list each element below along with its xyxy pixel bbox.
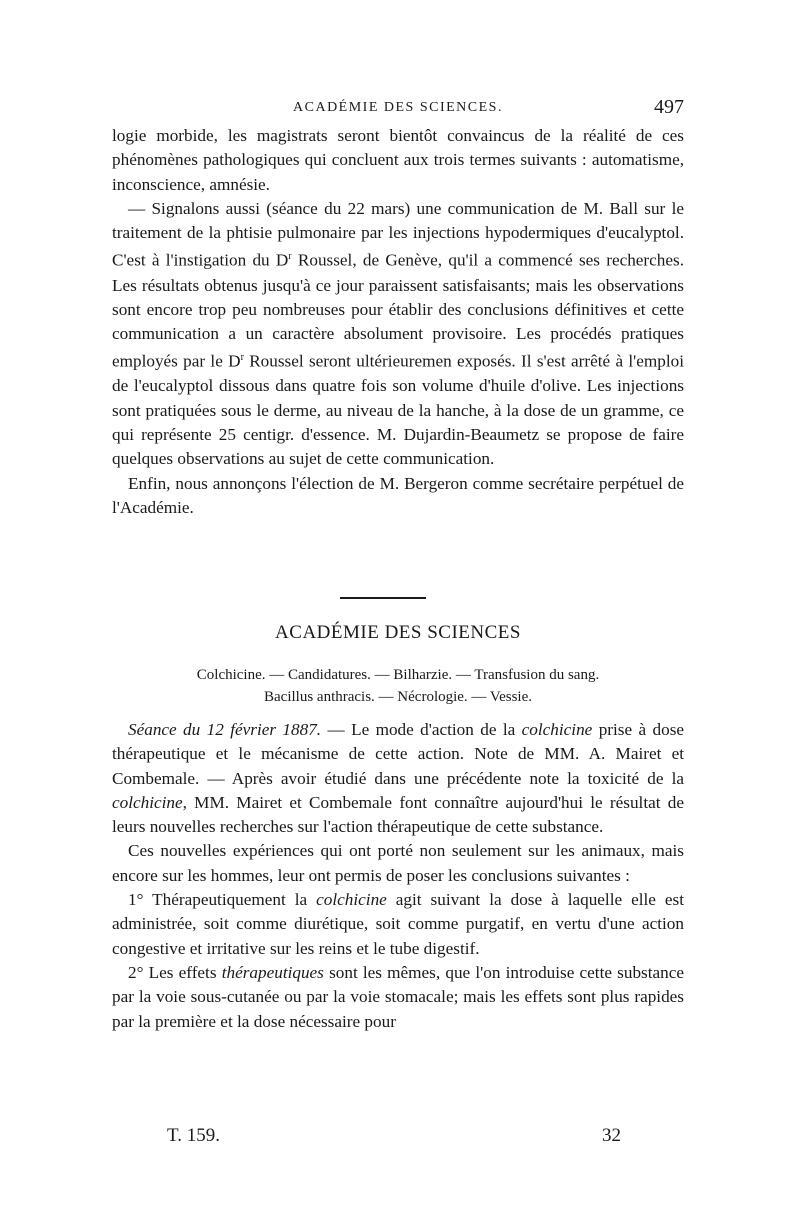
- page-number: 497: [654, 96, 684, 118]
- section-title: ACADÉMIE DES SCIENCES: [275, 622, 521, 643]
- running-title: ACADÉMIE DES SCIENCES.: [293, 100, 503, 115]
- section-divider: [340, 597, 426, 599]
- paragraph-election: Enfin, nous annonçons l'élection de M. Bergeron comme secrétaire perpétuel de l'Académie.: [112, 473, 684, 517]
- bottom-text-block: [112, 718, 684, 1034]
- superscript: r: [240, 352, 244, 364]
- paragraph-ball-communication: — Signalons aussi (séance du 22 mars) une communication de M. Ball sur le traitement de la phtisie pulmonaire par les injections hypodermiques d'eucalyptol. C'est à l'instigation du $D^r$ Roussel, de Genève, qu'il a commencé ses recherches. Les résultats obtenus jusqu'à ce jour paraissent satisfaisants; mais les observations sont encore trop peu nombreuses pour établir des conclusions définitives et cette communication a un caractère absolument provisoire. Les procédés pratiques employés par le $D^r$ Roussel seront ultérieuremen exposés. Il s'est arrêté à l'emploi de l'eucalyptol dissous dans quatre fois son volume d'huile d'olive. Les injections sont pratiquées sous le derme, au niveau de la hanche, à la dose de un gramme, ce qui représente 25 centigr. d'essence. M. Dujardin-Beaumetz se propose de faire quelques observations au sujet de cette communication.: [112, 198, 684, 469]
- page-header: [112, 96, 684, 120]
- paragraph-seance: Séance du 12 février 1887. — Le mode d'action de la colchicine prise à dose thérapeutique et le mécanisme de cette action. Note de MM. A. Mairet et Combemale. — Après avoir étudié dans une précédente note la toxicité de la colchicine, MM. Mairet et Combemale font connaître aujourd'hui le résultat de leurs nouvelles recherches sur l'action thérapeutique de cette substance.: [112, 720, 685, 837]
- paragraph-continuation: logie morbide, les magistrats seront bientôt convaincus de la réalité de ces phénomènes pathologiques qui concluent aux trois termes suivants : automatisme, inconscience, amnésie.: [112, 126, 684, 194]
- page-footer: [112, 1125, 684, 1153]
- superscript: r: [288, 251, 292, 263]
- top-text-block: [112, 124, 684, 520]
- summary-line: Colchicine. — Candidatures. — Bilharzie. — Transfusion du sang.: [196, 667, 600, 683]
- seance-date: Séance du 12 février 1887.: [128, 720, 322, 739]
- summary-line: Bacillus anthracis. — Nécrologie. — Vessie.: [264, 689, 532, 705]
- paragraph-experiences: Ces nouvelles expériences qui ont porté non seulement sur les animaux, mais encore sur les hommes, leur ont permis de poser les conclusions suivantes :: [112, 841, 684, 885]
- signature-mark: 32: [602, 1125, 621, 1146]
- section-summary: [112, 664, 684, 708]
- paragraph-conclusion-2: 2° Les effets thérapeutiques sont les mêmes, que l'on introduise cette substance par la voie sous-cutanée ou par la voie stomacale; mais les effets sont plus rapides par la première et la dose nécessaire pour: [112, 962, 684, 1031]
- paragraph-conclusion-1: 1° Thérapeutiquement la colchicine agit suivant la dose à laquelle elle est administrée, soit comme diurétique, soit comme purgatif, en vertu d'une action congestive et irritative sur les reins et le tube digestif.: [112, 890, 684, 958]
- volume-number: T. 159.: [167, 1125, 220, 1146]
